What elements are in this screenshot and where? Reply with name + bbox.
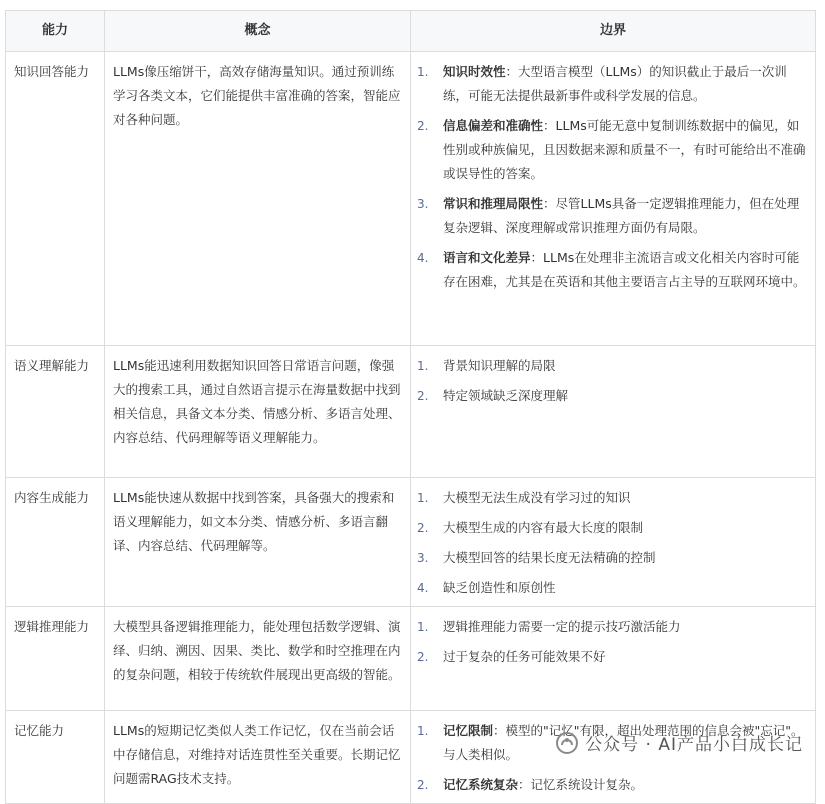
list-item — [417, 486, 807, 510]
boundary-list — [417, 486, 807, 600]
list-item — [417, 645, 807, 669]
item-number: 4. — [417, 581, 429, 595]
item-number: 2. — [417, 389, 429, 403]
item-number: 1. — [417, 620, 429, 634]
header-ability: 能力 — [6, 11, 105, 52]
item-text: 特定领域缺乏深度理解 — [443, 388, 569, 403]
list-item — [417, 546, 807, 570]
item-text: ：模型的"记忆"有限，超出处理范围的信息会被"忘记"。与人类相似。 — [443, 723, 804, 762]
item-number: 1. — [417, 65, 429, 79]
item-text: ：LLMs可能无意中复制训练数据中的偏见，如性别或种族偏见，且因数据来源和质量不一，有时可能给出不准确或误导性的答案。 — [443, 118, 806, 181]
ability-cell: 知识回答能力 — [6, 52, 105, 346]
item-term: 常识和推理局限性 — [443, 196, 544, 211]
boundary-cell — [411, 52, 816, 346]
boundary-cell — [411, 607, 816, 711]
item-number: 2. — [417, 650, 429, 664]
item-number: 3. — [417, 551, 429, 565]
item-number: 1. — [417, 359, 429, 373]
item-text: 背景知识理解的局限 — [443, 358, 556, 373]
list-item — [417, 516, 807, 540]
header-row — [6, 11, 816, 52]
ability-cell: 内容生成能力 — [6, 478, 105, 607]
boundary-list — [417, 60, 807, 294]
item-term: 知识时效性 — [443, 64, 506, 79]
list-item — [417, 60, 807, 108]
item-text: 过于复杂的任务可能效果不好 — [443, 649, 606, 664]
item-term: 信息偏差和准确性 — [443, 118, 544, 133]
table-row — [6, 478, 816, 607]
item-text: ：LLMs在处理非主流语言或文化相关内容时可能存在困难，尤其是在英语和其他主要语言占主导的互联网环境中。 — [443, 250, 806, 289]
watermark-text: 公众号 · AI产品小白成长记 — [585, 735, 803, 755]
item-term: 记忆系统复杂 — [443, 777, 519, 792]
ability-cell: 语义理解能力 — [6, 346, 105, 478]
ability-cell: 记忆能力 — [6, 711, 105, 804]
list-item — [417, 114, 807, 186]
item-text: 逻辑推理能力需要一定的提示技巧激活能力 — [443, 619, 681, 634]
item-text: ：大型语言模型（LLMs）的知识截止于最后一次训练，可能无法提供最新事件或科学发展的信息。 — [443, 64, 787, 103]
list-item — [417, 246, 807, 294]
item-text: 大模型生成的内容有最大长度的限制 — [443, 520, 644, 535]
item-number: 2. — [417, 778, 429, 792]
llm-capability-table — [5, 10, 816, 804]
item-text: ：尽管LLMs具备一定逻辑推理能力，但在处理复杂逻辑、深度理解或常识推理方面仍有局限。 — [443, 196, 800, 235]
item-number: 4. — [417, 251, 429, 265]
boundary-list — [417, 615, 807, 669]
item-number: 1. — [417, 724, 429, 738]
boundary-cell — [411, 478, 816, 607]
boundary-list — [417, 354, 807, 408]
item-number: 2. — [417, 119, 429, 133]
concept-cell: LLMs能快速从数据中找到答案，具备强大的搜索和语义理解能力，如文本分类、情感分析、多语言翻译、内容总结、代码理解等。 — [105, 478, 411, 607]
table-row — [6, 346, 816, 478]
item-text: ：记忆系统设计复杂。 — [518, 777, 644, 792]
wechat-official-account-icon — [555, 731, 579, 755]
item-number: 2. — [417, 521, 429, 535]
item-number: 1. — [417, 491, 429, 505]
item-term: 记忆限制 — [443, 723, 494, 738]
watermark — [555, 730, 803, 755]
item-text: 缺乏创造性和原创性 — [443, 580, 556, 595]
list-item — [417, 354, 807, 378]
concept-cell: LLMs能迅速利用数据知识回答日常语言问题，像强大的搜索工具，通过自然语言提示在海量数据中找到相关信息，具备文本分类、情感分析、多语言处理、内容总结、代码理解等语义理解能力。 — [105, 346, 411, 478]
list-item — [417, 384, 807, 408]
list-item — [417, 615, 807, 639]
item-number: 3. — [417, 197, 429, 211]
header-concept: 概念 — [105, 11, 411, 52]
item-text: 大模型无法生成没有学习过的知识 — [443, 490, 631, 505]
header-boundary: 边界 — [411, 11, 816, 52]
concept-cell: 大模型具备逻辑推理能力，能处理包括数学逻辑、演绎、归纳、溯因、因果、类比、数学和时空推理在内的复杂问题，相较于传统软件展现出更高级的智能。 — [105, 607, 411, 711]
table-row — [6, 711, 816, 804]
ability-cell: 逻辑推理能力 — [6, 607, 105, 711]
list-item — [417, 576, 807, 600]
boundary-cell — [411, 346, 816, 478]
table-row — [6, 52, 816, 346]
concept-cell: LLMs的短期记忆类似人类工作记忆，仅在当前会话中存储信息，对维持对话连贯性至关重要。长期记忆问题需RAG技术支持。 — [105, 711, 411, 804]
item-text: 大模型回答的结果长度无法精确的控制 — [443, 550, 656, 565]
table-row — [6, 607, 816, 711]
concept-cell: LLMs像压缩饼干，高效存储海量知识。通过预训练学习各类文本，它们能提供丰富准确的答案，智能应对各种问题。 — [105, 52, 411, 346]
item-term: 语言和文化差异 — [443, 250, 531, 265]
boundary-cell — [411, 711, 816, 804]
list-item — [417, 192, 807, 240]
